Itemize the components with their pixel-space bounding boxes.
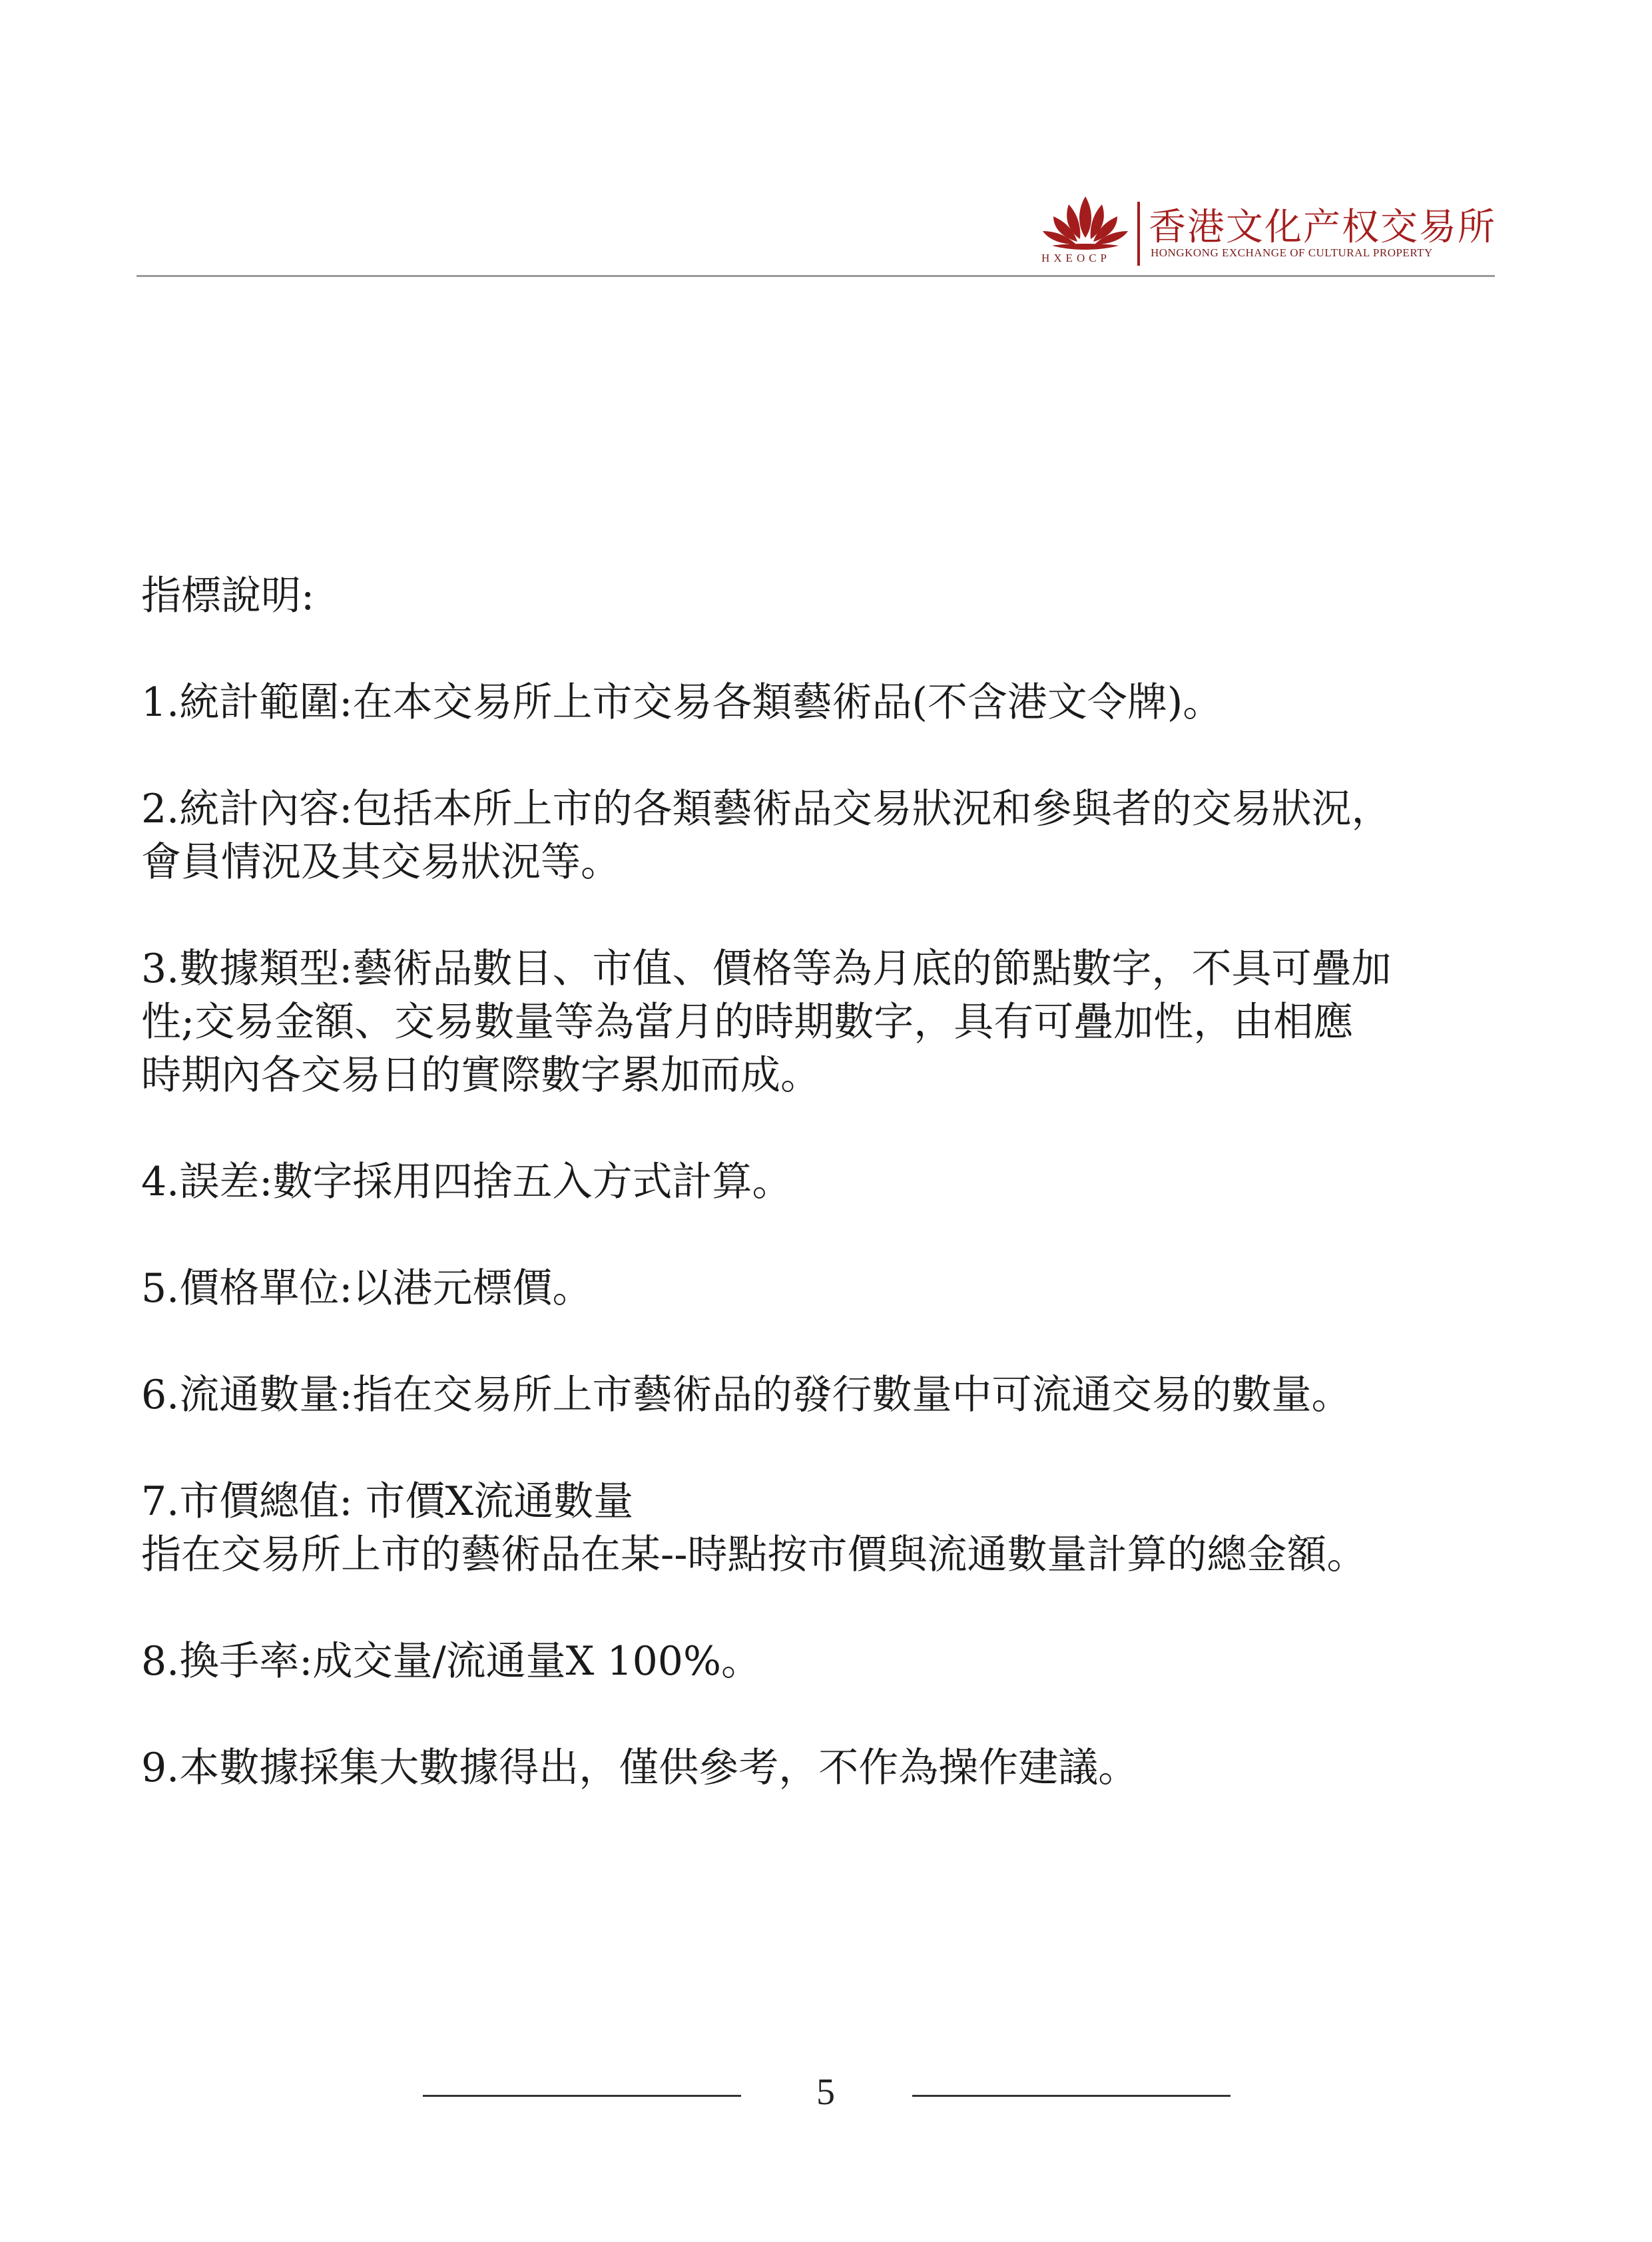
note-item-6: [141, 1368, 1526, 1422]
page-number: 5: [816, 2072, 835, 2113]
note-line: 5.價格單位:以港元標價。: [141, 1265, 593, 1312]
note-line: 性;交易金額、交易數量等為當月的時期數字，具有可疊加性，由相應: [141, 999, 1354, 1045]
note-item-3: [141, 942, 1526, 1102]
note-line: 7.市價總值: 市價X流通數量: [141, 1478, 634, 1525]
note-item-4: [141, 1155, 1526, 1209]
page-footer: [0, 2064, 1652, 2144]
logo-name-chinese: 香港文化产权交易所: [1149, 206, 1496, 249]
hkecp-logo: [1039, 190, 1505, 270]
note-line: 1.統計範圍:在本交易所上市交易各類藝術品(不含港文令牌)。: [141, 679, 1223, 726]
logo-abbrev: HXEOCP: [1041, 252, 1111, 264]
note-line: 時期內各交易日的實際數字累加而成。: [141, 1052, 820, 1099]
note-line: 會員情況及其交易狀況等。: [141, 839, 621, 886]
note-item-7: [141, 1475, 1526, 1581]
page-header: [0, 0, 1652, 280]
note-item-2: [141, 782, 1526, 889]
note-line: 9.本數據採集大數據得出，僅供參考，不作為操作建議。: [141, 1745, 1139, 1791]
note-line: 8.換手率:成交量/流通量X 100%。: [141, 1638, 761, 1685]
note-line: 6.流通數量:指在交易所上市藝術品的發行數量中可流通交易的數量。: [141, 1372, 1352, 1418]
note-line: 3.數據類型:藝術品數目、市值、價格等為月底的節點數字，不具可疊加: [141, 946, 1392, 992]
indicator-notes: [141, 569, 1526, 1848]
footer-rule-right: [912, 2095, 1231, 2097]
note-line: 指在交易所上市的藝術品在某--時點按市價與流通數量計算的總金額。: [141, 1532, 1367, 1578]
note-item-1: [141, 676, 1526, 729]
header-divider: [137, 275, 1495, 277]
note-item-8: [141, 1635, 1526, 1688]
note-line: 2.統計內容:包括本所上市的各類藝術品交易狀況和參與者的交易狀況，: [141, 786, 1392, 832]
note-item-5: [141, 1262, 1526, 1315]
footer-rule-left: [423, 2095, 741, 2097]
logo-divider: [1137, 202, 1140, 266]
note-item-9: [141, 1741, 1526, 1795]
logo-name-english: HONGKONG EXCHANGE OF CULTURAL PROPERTY: [1151, 246, 1433, 259]
note-line: 4.誤差:數字採用四捨五入方式計算。: [141, 1159, 792, 1205]
section-title: 指標說明:: [141, 573, 315, 619]
